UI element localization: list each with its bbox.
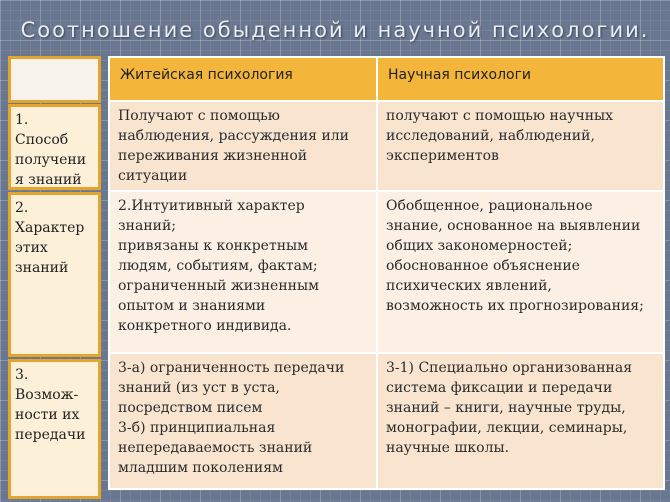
text-line: знание, основанное на выявлении (386, 218, 641, 234)
text-line: знаний (из уст в уста, (118, 380, 280, 396)
row-label-lines (15, 110, 94, 190)
text-line: ности их (15, 407, 80, 423)
table-header-row (109, 57, 664, 101)
row-label-header-blank (8, 56, 101, 103)
text-line: 3-а) ограниченность передачи (118, 360, 345, 376)
text-line: научные школы. (386, 440, 510, 456)
text-line: 3. (15, 367, 29, 383)
text-line: Характер (15, 220, 85, 236)
text-line (15, 62, 94, 82)
table-row (109, 191, 664, 353)
text-line: Способ (15, 132, 69, 148)
header-scientific-psychology: Научная психологи (377, 57, 664, 101)
text-line: получени (15, 152, 87, 168)
comparison-table (108, 56, 665, 490)
cell-scientific-character (377, 191, 664, 353)
row-label-lines (15, 198, 94, 278)
text-line: знаний; (118, 218, 177, 234)
text-line: психических явлений, (386, 278, 552, 294)
row-label-lines (15, 365, 94, 445)
text-line: монографии, лекции, семинары, (386, 420, 628, 436)
text-line: этих (15, 240, 48, 256)
text-line: конкретного индивида. (118, 318, 292, 334)
slide-title: Соотношение обыденной и научной психологии. (20, 18, 650, 42)
text-line: обоснованное объяснение (386, 258, 580, 274)
row-label-lines (15, 62, 94, 82)
text-line: ситуации (118, 168, 188, 184)
text-line: система фиксации и передачи (386, 380, 613, 396)
text-line: 1. (15, 112, 29, 128)
text-line: опытом и знаниями (118, 298, 266, 314)
text-line: получают с помощью научных (386, 108, 614, 124)
cell-everyday-character (109, 191, 377, 353)
cell-scientific-method (377, 101, 664, 191)
text-line: знаний (15, 260, 69, 276)
text-line: 2.Интуитивный характер (118, 198, 305, 214)
text-line: 3-1) Специально организованная (386, 360, 633, 376)
row-label-transmission (8, 359, 101, 499)
text-line: Возмож- (15, 387, 79, 403)
row-label-method (8, 104, 101, 190)
text-line: непередаваемость знаний (118, 440, 313, 456)
text-line: людям, событиям, фактам; (118, 258, 318, 274)
text-line: исследований, наблюдений, (386, 128, 595, 144)
text-line: посредством писем (118, 400, 263, 416)
row-label-character (8, 192, 101, 357)
text-line: экспериментов (386, 148, 499, 164)
text-line: знаний – книги, научные труды, (386, 400, 626, 416)
text-line: возможность их прогнозирования; (386, 298, 644, 314)
text-line: я знаний (15, 172, 82, 188)
cell-everyday-transmission (109, 353, 377, 489)
header-everyday-psychology: Житейская психология (109, 57, 377, 101)
text-line: наблюдения, рассуждения или (118, 128, 349, 144)
text-line: Обобщенное, рациональное (386, 198, 593, 214)
table-row (109, 353, 664, 489)
cell-scientific-transmission (377, 353, 664, 489)
text-line: ограниченный жизненным (118, 278, 320, 294)
text-line: общих закономерностей; (386, 238, 573, 254)
text-line: привязаны к конкретным (118, 238, 309, 254)
text-line: младшим поколениям (118, 460, 283, 476)
text-line: переживания жизненной (118, 148, 308, 164)
text-line: передачи (15, 427, 86, 443)
table-row (109, 101, 664, 191)
text-line: Получают с помощью (118, 108, 280, 124)
text-line: 3-б) принципиальная (118, 420, 276, 436)
text-line: 2. (15, 200, 29, 216)
cell-everyday-method (109, 101, 377, 191)
